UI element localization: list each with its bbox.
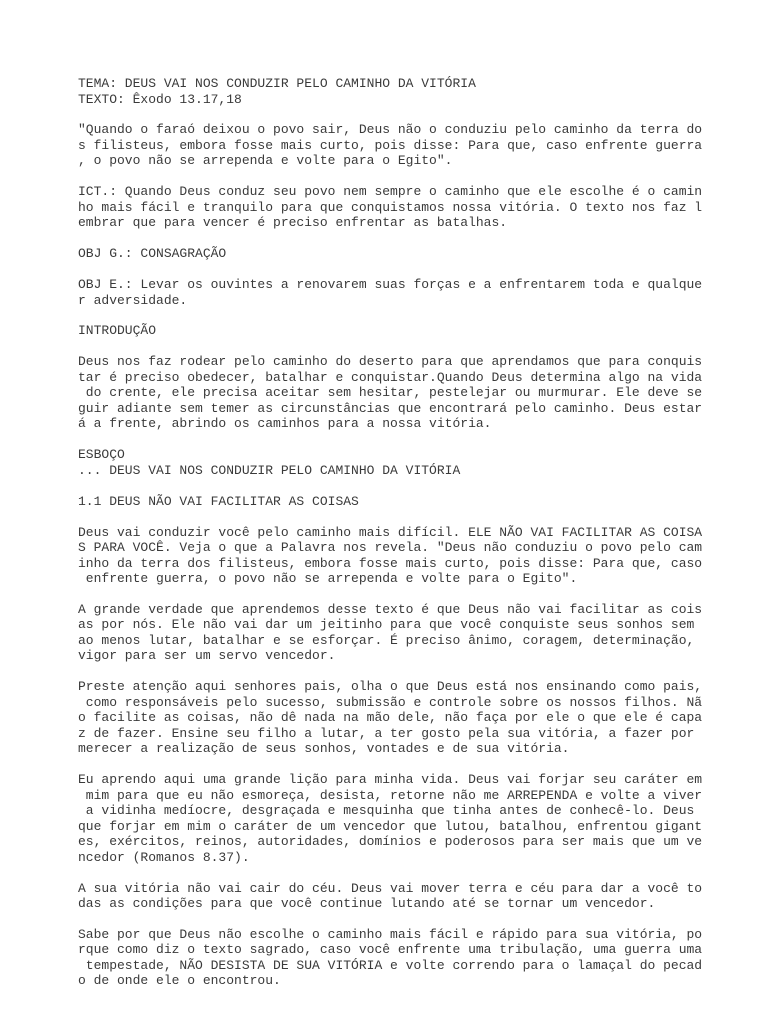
section-1-1-paragraph-5 [78,881,728,912]
text-line: ICT.: Quando Deus conduz seu povo nem sempre o caminho que ele escolhe é o camin [78,184,703,200]
section-1-1-paragraph-6 [78,927,728,989]
ict-paragraph [78,184,728,231]
text-line: merecer a realização de seus sonhos, vontades e de sua vitória. [78,741,570,757]
text-line: ... DEUS VAI NOS CONDUZIR PELO CAMINHO DA VITÓRIA [78,462,461,478]
text-line: enfrente guerra, o povo não se arrependa e volte para o Egito". [78,571,578,587]
text-line: ncedor (Romanos 8.37). [78,849,250,865]
text-line: que forjar em mim o caráter de um vencedor que lutou, batalhou, enfrentou gigant [78,818,703,834]
text-line: "Quando o faraó deixou o povo sair, Deus não o conduziu pelo caminho da terra do [78,122,703,138]
text-line: es, exércitos, reinos, autoridades, domínios e poderosos para ser mais que um ve [78,834,703,850]
text-line: como responsáveis pelo sucesso, submissão e controle sobre os nossos filhos. Nã [78,694,703,710]
text-line: tar é preciso obedecer, batalhar e conquistar.Quando Deus determina algo na vida [78,369,703,385]
text-line: do crente, ele precisa aceitar sem hesitar, pestelejar ou murmurar. Ele deve se [78,385,703,401]
text-line: r adversidade. [78,292,188,308]
text-line: Deus nos faz rodear pelo caminho do deserto para que aprendamos que para conquis [78,354,703,370]
text-line: ao menos lutar, batalhar e se esforçar. É preciso ânimo, coragem, determinação, [78,632,695,648]
text-line: S PARA VOCÊ. Veja o que a Palavra nos revela. "Deus não conduziu o povo pelo cam [78,540,703,556]
text-line: inho da terra dos filisteus, embora fosse mais curto, pois disse: Para que, caso [78,555,703,571]
text-line: rque como diz o texto sagrado, caso você enfrente uma tribulação, uma guerra uma [78,942,703,958]
tema-heading [78,76,728,92]
text-line: a vidinha medíocre, desgraçada e mesquinha que tinha antes de conhecê-lo. Deus [78,803,695,819]
text-line: TEXTO: Êxodo 13.17,18 [78,91,242,107]
text-line: Preste atenção aqui senhores pais, olha o que Deus está nos ensinando como pais, [78,679,703,695]
esboco-title [78,463,728,479]
obj-e-paragraph [78,277,728,308]
document-body [78,76,728,1004]
text-line: Sabe por que Deus não escolhe o caminho mais fácil e rápido para sua vitória, po [78,926,703,942]
text-line: guir adiante sem temer as circunstâncias que encontrará pelo caminho. Deus estar [78,400,703,416]
section-1-1-paragraph-3 [78,679,728,757]
section-1-1-heading [78,494,728,510]
text-line: INTRODUÇÃO [78,323,157,339]
text-line: Eu aprendo aqui uma grande lição para minha vida. Deus vai forjar seu caráter em [78,772,703,788]
text-line: tempestade, NÃO DESISTA DE SUA VITÓRIA e volte correndo para o lamaçal do pecad [78,957,703,973]
text-line: OBJ G.: CONSAGRAÇÃO [78,246,227,262]
text-line: embrar que para vencer é preciso enfrentar as batalhas. [78,215,508,231]
text-line: z de fazer. Ensine seu filho a lutar, a ter gosto pela sua vitória, a fazer por [78,725,695,741]
section-1-1-paragraph-2 [78,602,728,664]
text-line: Deus vai conduzir você pelo caminho mais difícil. ELE NÃO VAI FACILITAR AS COISA [78,524,703,540]
text-line: A grande verdade que aprendemos desse texto é que Deus não vai facilitar as cois [78,601,703,617]
text-line: 1.1 DEUS NÃO VAI FACILITAR AS COISAS [78,493,359,509]
introducao-paragraph [78,354,728,432]
obj-g-line [78,246,728,262]
text-line: ESBOÇO [78,447,125,463]
introducao-heading [78,323,728,339]
text-line: das as condições para que você continue lutando até se tornar um vencedor. [78,896,656,912]
text-line: á a frente, abrindo os caminhos para a nossa vitória. [78,416,492,432]
section-1-1-paragraph-4 [78,772,728,865]
text-line: , o povo não se arrependa e volte para o Egito". [78,153,453,169]
text-line: ho mais fácil e tranquilo para que conquistamos nossa vitória. O texto nos faz l [78,199,703,215]
esboco-heading [78,447,728,463]
text-line: A sua vitória não vai cair do céu. Deus vai mover terra e céu para dar a você to [78,880,703,896]
scripture-quote [78,122,728,169]
text-line: o de onde ele o encontrou. [78,973,281,989]
section-1-1-paragraph-1 [78,525,728,587]
text-line: o facilite as coisas, não dê nada na mão dele, não faça por ele o que ele é capa [78,710,703,726]
text-line: TEMA: DEUS VAI NOS CONDUZIR PELO CAMINHO DA VITÓRIA [78,76,476,91]
text-line: as por nós. Ele não vai dar um jeitinho para que você conquiste seus sonhos sem [78,617,695,633]
text-line: mim para que eu não esmoreça, desista, retorne não me ARREPENDA e volte a viver [78,787,703,803]
texto-reference [78,92,728,108]
text-line: s filisteus, embora fosse mais curto, pois disse: Para que, caso enfrente guerra [78,137,703,153]
text-line: OBJ E.: Levar os ouvintes a renovarem suas forças e a enfrentarem toda e qualque [78,277,703,293]
text-line: vigor para ser um servo vencedor. [78,648,336,664]
